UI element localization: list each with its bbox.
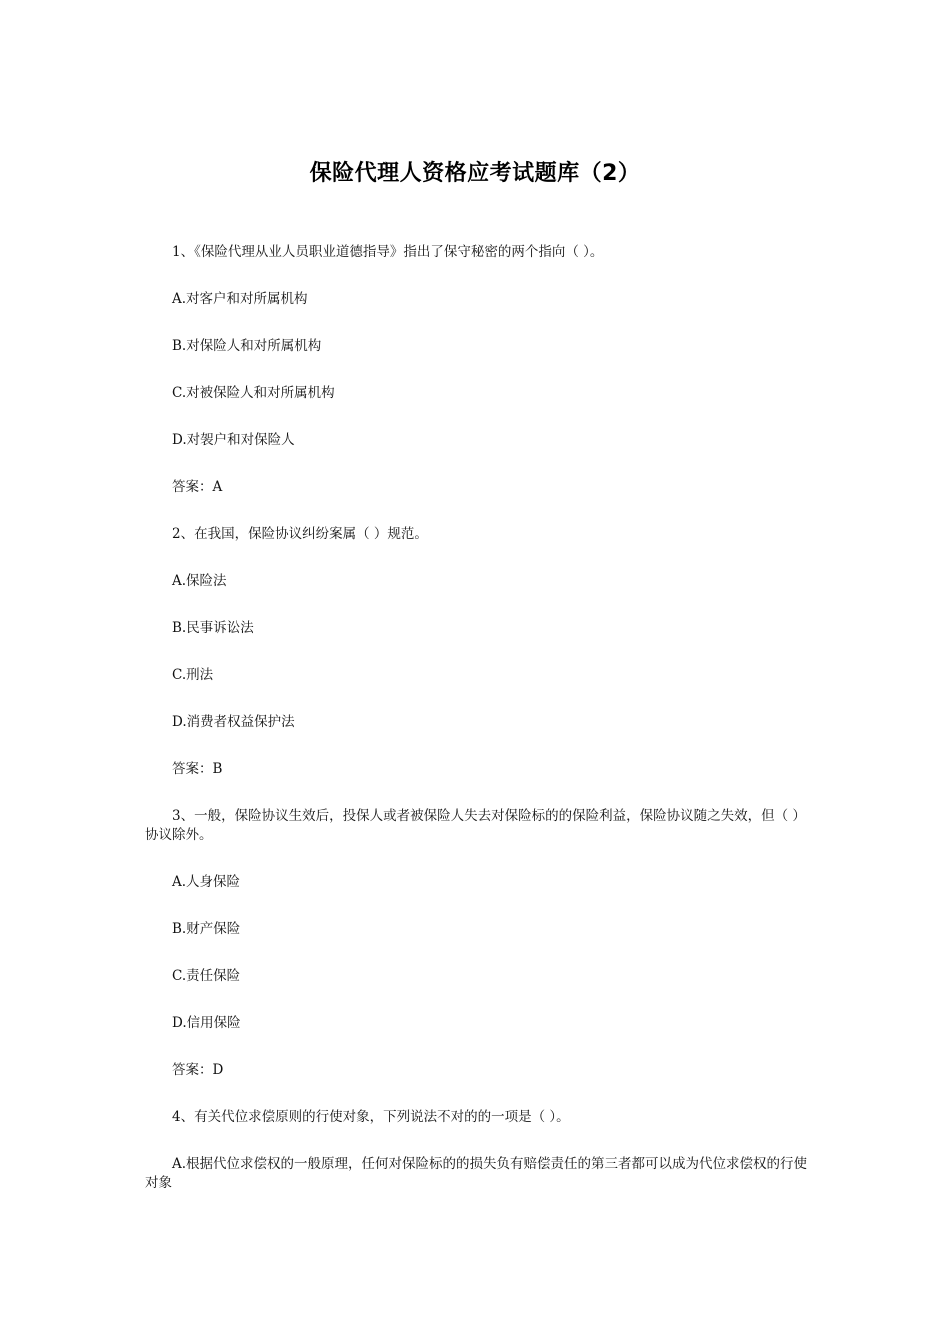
question-2-stem: 2、在我国，保险协议纠纷案属（ ）规范。: [172, 526, 428, 542]
question-3-option-a: A.人身保险: [172, 874, 241, 890]
question-3-stem: 3、一般，保险协议生效后，投保人或者被保险人失去对保险标的的保险利益，保险协议随之失效，但（ ）协议除外。: [145, 808, 806, 843]
question-1-answer: 答案：A: [172, 479, 223, 495]
question-3-option-d: D.信用保险: [172, 1015, 241, 1031]
question-1-option-c: C.对被保险人和对所属机构: [172, 385, 335, 401]
question-1-stem: 1、《保险代理从业人员职业道德指导》指出了保守秘密的两个指向（ ）。: [172, 244, 604, 260]
question-1-option-d: D.对袈户和对保险人: [172, 432, 295, 448]
question-2-option-a: A.保险法: [172, 573, 227, 589]
document-body: [145, 243, 810, 1221]
question-2-answer: 答案：B: [172, 761, 223, 777]
document-title: 保险代理人资格应考试题库（2）: [309, 161, 641, 186]
question-4-option-a: A.根据代位求偿权的一般原理，任何对保险标的的损失负有赔偿责任的第三者都可以成为代位求偿权的行使对象: [145, 1156, 808, 1191]
question-1-option-b: B.对保险人和对所属机构: [172, 338, 322, 354]
question-2-option-c: C.刑法: [172, 667, 214, 683]
question-3-option-b: B.财产保险: [172, 921, 241, 937]
question-4-stem: 4、有关代位求偿原则的行使对象，下列说法不对的的一项是（ ）。: [172, 1109, 570, 1125]
question-3-option-c: C.责任保险: [172, 968, 241, 984]
question-3-answer: 答案：D: [172, 1062, 224, 1078]
question-2-option-b: B.民事诉讼法: [172, 620, 254, 636]
question-1-option-a: A.对客户和对所属机构: [172, 291, 308, 307]
question-2-option-d: D.消费者权益保护法: [172, 714, 295, 730]
